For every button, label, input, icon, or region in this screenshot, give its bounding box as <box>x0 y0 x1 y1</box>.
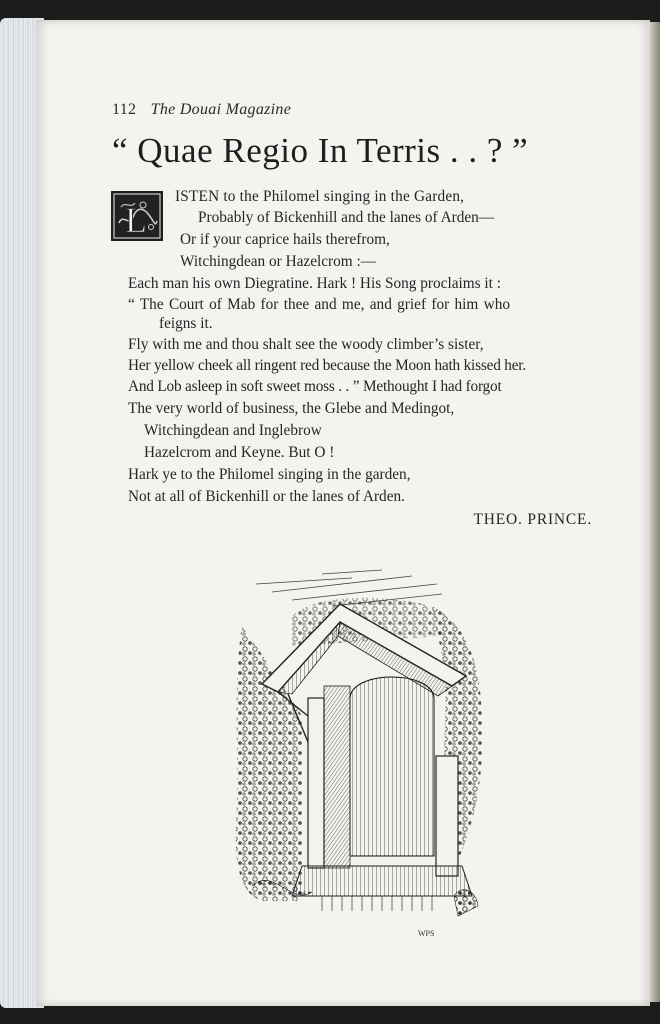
poem-line: Her yellow cheek all ringent red because the Moon hath kissed her. <box>128 357 526 374</box>
drop-cap-letter: L <box>125 200 147 239</box>
poem-line: Each man his own Diegratine. Hark ! His Song proclaims it : <box>128 275 501 292</box>
running-head <box>112 101 291 119</box>
decorated-drop-cap <box>111 191 163 241</box>
poem-line: Or if your caprice hails therefrom, <box>180 231 390 248</box>
poem-line: Witchingdean and Inglebrow <box>144 422 322 439</box>
author-signature: THEO. PRINCE. <box>473 511 592 528</box>
poem-line: “ The Court of Mab for thee and me, and grief for him who <box>128 296 510 313</box>
poem-line: The very world of business, the Glebe and Medingot, <box>128 400 455 417</box>
magazine-name: The Douai Magazine <box>150 101 292 118</box>
book-spine-shadow <box>650 22 660 1002</box>
poem-line: Not at all of Bickenhill or the lanes of Arden. <box>128 488 405 505</box>
poem-line: Fly with me and thou shalt see the woody climber’s sister, <box>128 336 484 353</box>
poem-line: Probably of Bickenhill and the lanes of Arden— <box>198 209 495 226</box>
poem-line: feigns it. <box>159 315 213 332</box>
poem-line: And Lob asleep in soft sweet moss . . ” Methought I had forgot <box>128 378 502 395</box>
poem-line: Hark ye to the Philomel singing in the garden, <box>128 466 411 483</box>
poem-title: “ Quae Regio In Terris . . ? ” <box>112 131 529 170</box>
poem-line: ISTEN to the Philomel singing in the Garden, <box>175 188 465 205</box>
gate-interior <box>350 677 434 856</box>
lychgate-illustration <box>232 566 488 942</box>
left-post <box>308 698 324 868</box>
poem-line: Witchingdean or Hazelcrom :— <box>180 253 377 270</box>
artist-monogram: WPS <box>418 929 435 938</box>
page-number: 112 <box>112 101 137 118</box>
poem-line: Hazelcrom and Keyne. But O ! <box>144 444 335 461</box>
right-post <box>436 756 458 876</box>
gate-floor <box>292 866 472 896</box>
